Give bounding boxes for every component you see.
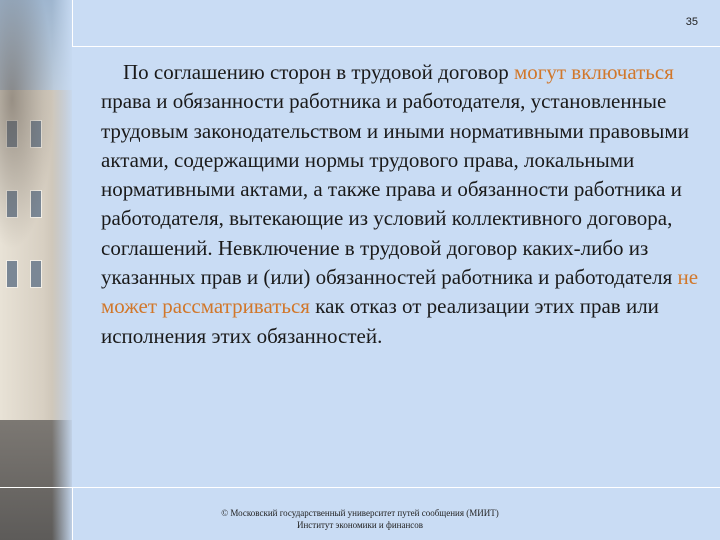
page-number: 35 bbox=[685, 16, 698, 28]
highlight-text: могут включаться bbox=[513, 60, 674, 84]
window bbox=[6, 260, 18, 288]
divider-vertical-top bbox=[72, 0, 73, 46]
footer bbox=[180, 507, 540, 531]
footer-copyright: © Московский государственный университет путей сообщения (МИИТ) bbox=[221, 508, 499, 518]
building-photo-strip bbox=[0, 0, 72, 540]
tree bbox=[0, 0, 54, 250]
divider-top bbox=[72, 46, 720, 47]
footer-institute: Институт экономики и финансов bbox=[296, 520, 424, 530]
divider-vertical-bottom bbox=[72, 487, 73, 540]
main-paragraph bbox=[101, 58, 701, 351]
paragraph-text: По соглашению сторон в трудовой договор bbox=[123, 60, 514, 84]
photo-fade bbox=[52, 0, 72, 540]
window bbox=[30, 260, 42, 288]
divider-bottom bbox=[0, 487, 720, 488]
highlight-text: не может рассматриваться bbox=[101, 265, 699, 319]
paragraph-text: как отказ от реализации этих прав или исполнения этих обязанностей. bbox=[101, 294, 659, 348]
paragraph-text: права и обязанности работника и работодателя, установленные трудовым законодательством и иными нормативными правовыми актами, содержащими нормы трудового права, локальными нормативными актами, а также права и обязанности работника и работодателя, вытекающие из условий коллективного договора, соглашений. Невключение в трудовой договор каких-либо из указанных прав и (или) обязанностей работника и работодателя bbox=[101, 89, 689, 290]
